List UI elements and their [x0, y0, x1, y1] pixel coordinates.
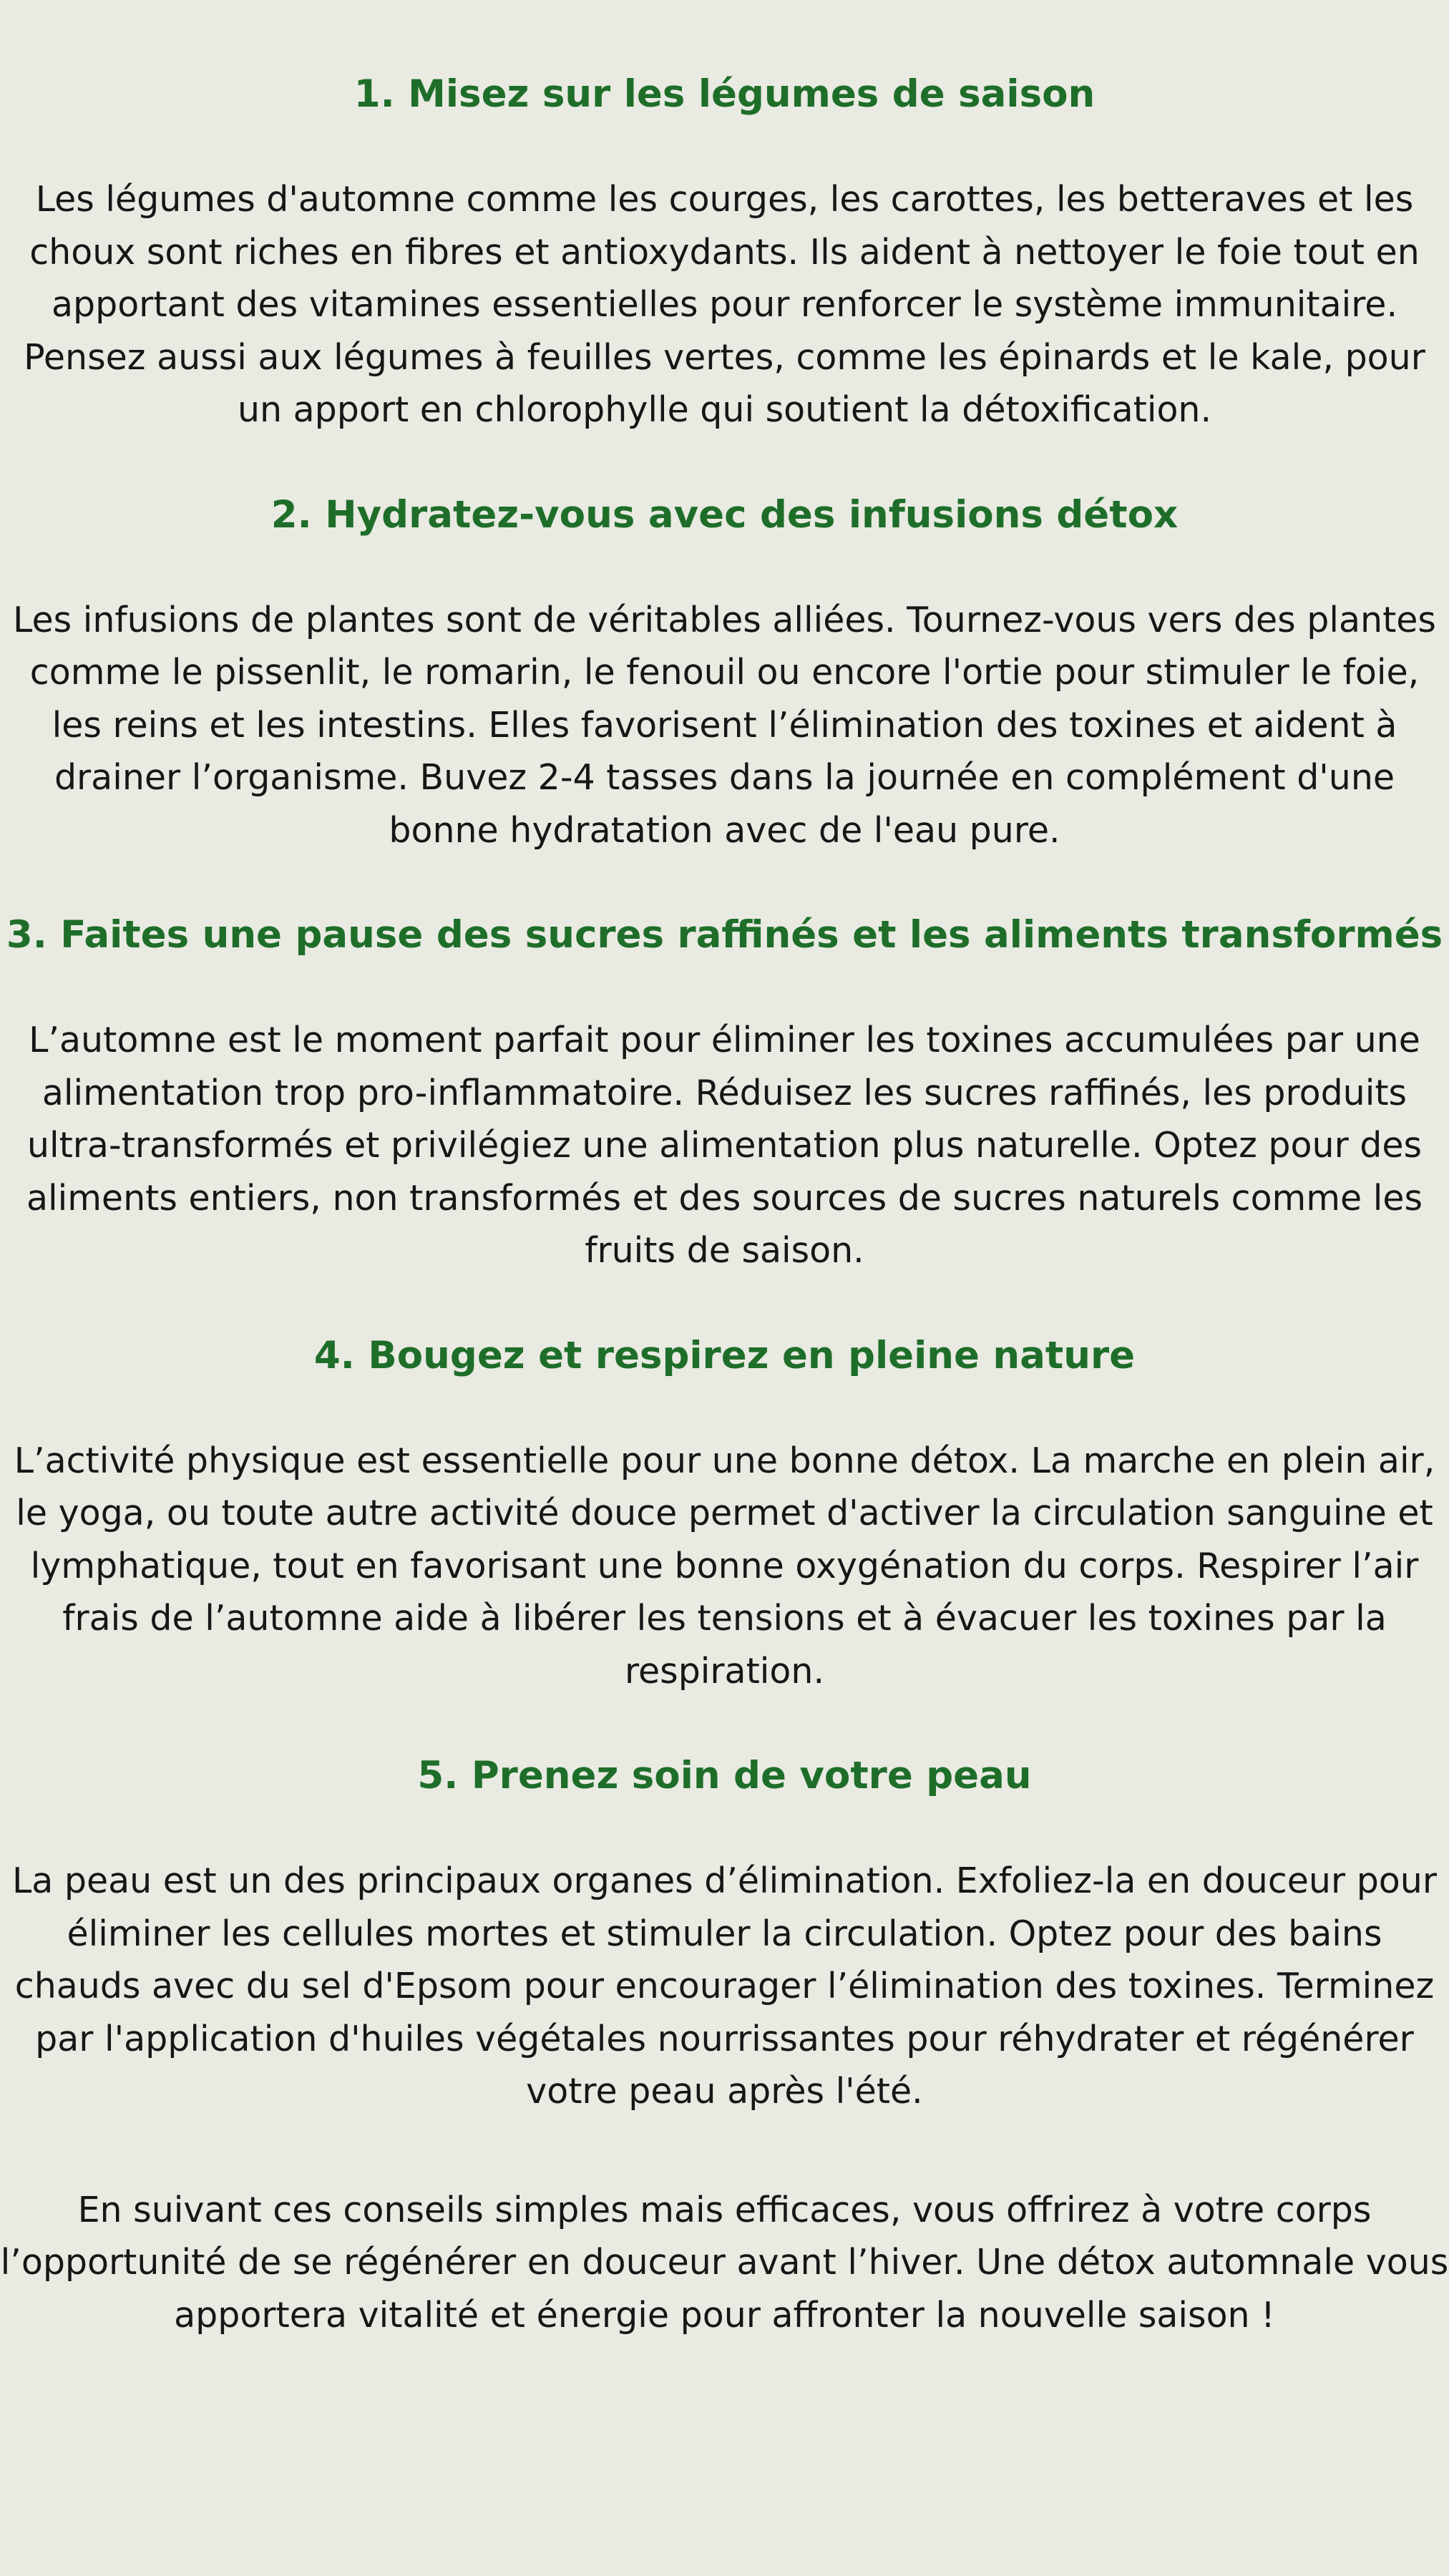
- conclusion-paragraph: En suivant ces conseils simples mais efficaces, vous offrirez à votre corps l’opportunité de se régénérer en douceur avant l’hiver. Une détox automnale vous apportera vitalité et énergie pour affronter la nouvelle saison !: [0, 2189, 1449, 2336]
- section-heading: 5. Prenez soin de votre peau: [417, 1754, 1032, 1797]
- section-2: [0, 487, 1449, 857]
- section-heading: 1. Misez sur les légumes de saison: [353, 72, 1096, 116]
- section-heading: 2. Hydratez-vous avec des infusions détox: [270, 492, 1179, 537]
- section-body: L’automne est le moment parfait pour éliminer les toxines accumulées par une alimentation trop pro-inflammatoire. Réduisez les sucres raffinés, les produits ultra-transformés et privilégiez une alimentation plus naturelle. Optez pour des aliments entiers, non transformés et des sources de sucres naturels comme les fruits de saison.: [26, 1020, 1423, 1271]
- section-body: L’activité physique est essentielle pour une bonne détox. La marche en plein air, le yoga, ou toute autre activité douce permet d'activer la circulation sanguine et lymphatique, tout en favorisant une bonne oxygénation du corps. Respirer l’air frais de l’automne aide à libérer les tensions et à évacuer les toxines par la respiration.: [14, 1440, 1435, 1692]
- section-body: Les légumes d'automne comme les courges, les carottes, les betteraves et les choux sont riches en fibres et antioxydants. Ils aident à nettoyer le foie tout en apportant des vitamines essentielles pour renforcer le système immunitaire. Pensez aussi aux légumes à feuilles vertes, comme les épinards et le kale, pour un apport en chlorophylle qui soutient la détoxification.: [24, 179, 1425, 430]
- section-heading: 4. Bougez et respirez en pleine nature: [313, 1333, 1136, 1377]
- section-heading: 3. Faites une pause des sucres raffinés et les aliments transformés: [6, 913, 1443, 957]
- section-body: Les infusions de plantes sont de véritables alliées. Tournez-vous vers des plantes comme le pissenlit, le romarin, le fenouil ou encore l'ortie pour stimuler le foie, les reins et les intestins. Elles favorisent l’élimination des toxines et aident à drainer l’organisme. Buvez 2-4 tasses dans la journée en complément d'une bonne hydratation avec de l'eau pure.: [13, 599, 1436, 851]
- section-3: [0, 907, 1449, 1277]
- section-1: [0, 66, 1449, 436]
- section-body: La peau est un des principaux organes d’élimination. Exfoliez-la en douceur pour éliminer les cellules mortes et stimuler la circulation. Optez pour des bains chauds avec du sel d'Epsom pour encourager l’élimination des toxines. Terminez par l'application d'huiles végétales nourrissantes pour réhydrater et régénérer votre peau après l'été.: [12, 1860, 1437, 2112]
- section-4: [0, 1327, 1449, 1698]
- section-5: [0, 1747, 1449, 2118]
